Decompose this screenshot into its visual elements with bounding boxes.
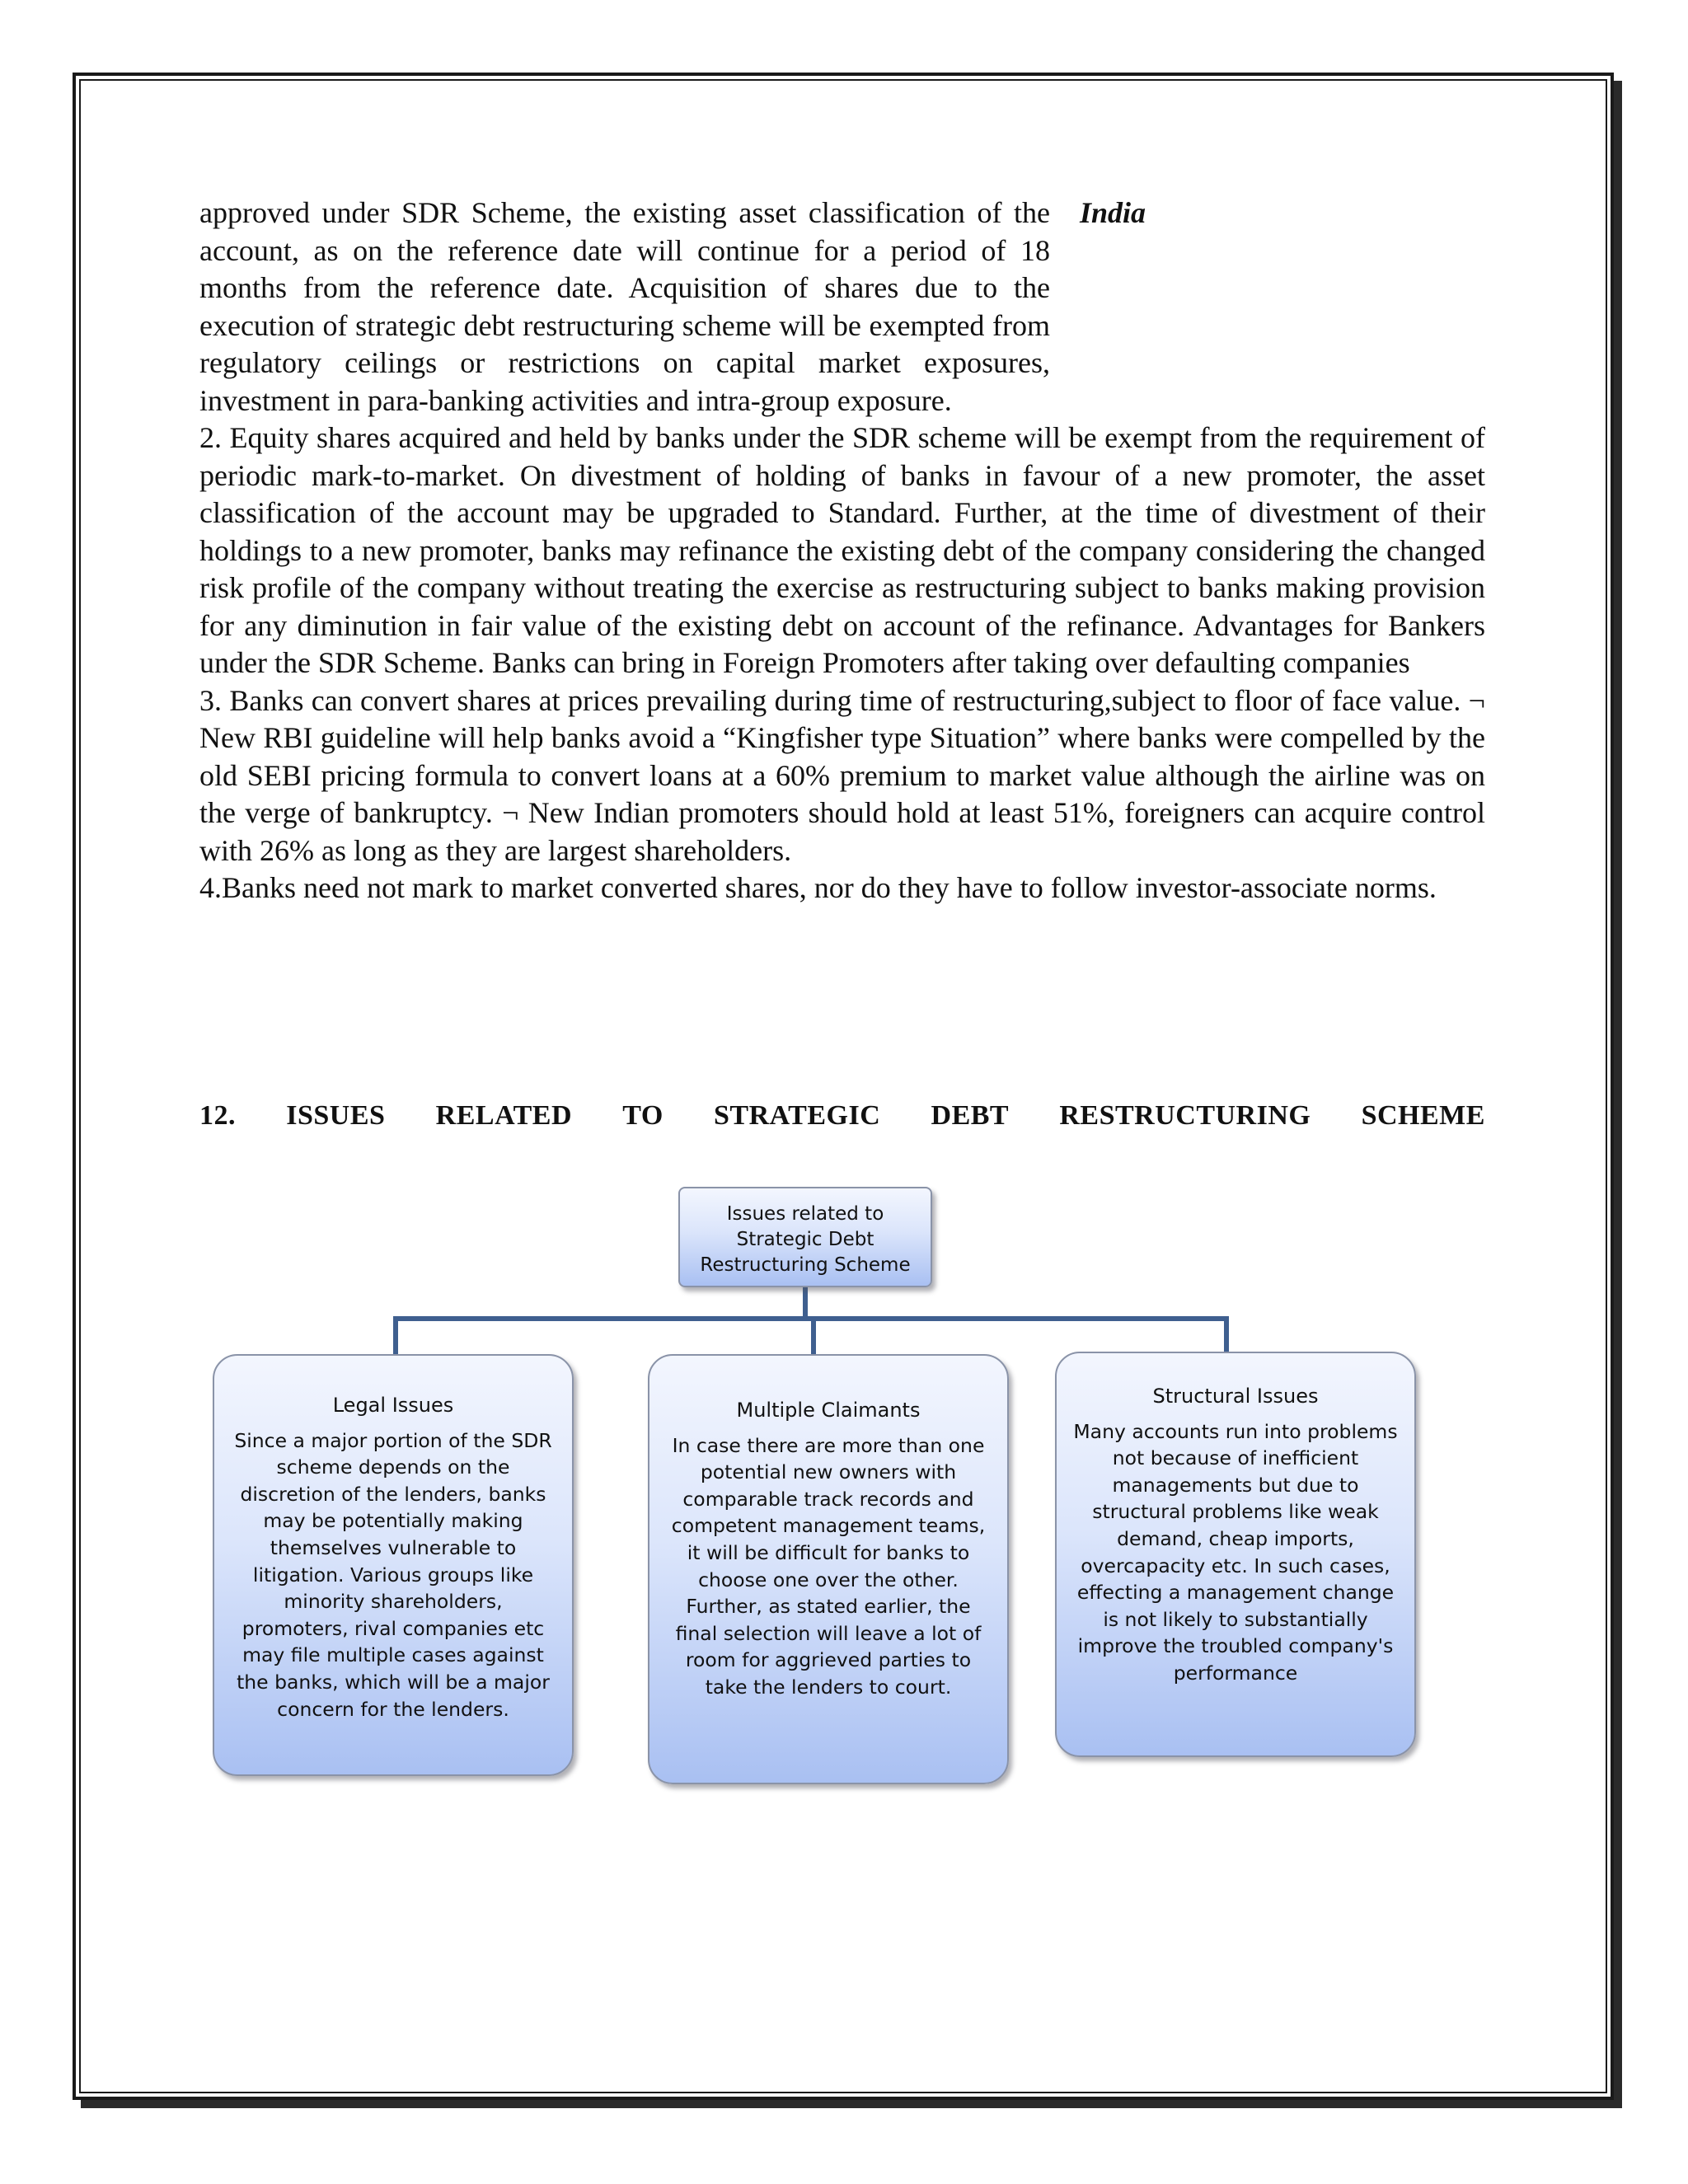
root-node-line: Issues related to bbox=[726, 1203, 884, 1225]
heading-word: TO bbox=[622, 1100, 663, 1131]
document-body bbox=[199, 194, 1485, 907]
paragraph-1: approved under SDR Scheme, the existing asset classification of the account, as on the reference date will continue for a period of 18 months from the reference date. Acquisition of shares due to the execution of strategic debt restructuring scheme will be exempted from regulatory ceilings or restrictions on capital market exposures, investment in para-banking activities and intra-group exposure. bbox=[199, 196, 1050, 417]
structural-issues-title: Structural Issues bbox=[1152, 1385, 1319, 1408]
paragraph-4: 4.Banks need not mark to market converted shares, nor do they have to follow investor-associate norms. bbox=[199, 871, 1437, 904]
multiple-claimants-text: In case there are more than one potential new owners with comparable track records and competent management teams, it will be difficult for banks to choose one over the other. Further, as stated earlier, the final selection will leave a lot of room for aggrieved parties to take the lenders to court. bbox=[671, 1433, 986, 1699]
heading-word: 12. bbox=[199, 1100, 236, 1131]
multiple-claimants-box bbox=[648, 1354, 1009, 1784]
side-label: India bbox=[1080, 196, 1146, 229]
multiple-claimants-title: Multiple Claimants bbox=[736, 1399, 921, 1422]
heading-word: RESTRUCTURING bbox=[1059, 1100, 1311, 1131]
legal-issues-text: Since a major portion of the SDR scheme depends on the discretion of the lenders, banks may be potentially making themselves vulnerable to litigation. Various groups like minority shareholders, promoters, rival companies etc may file multiple cases against the banks, which will be a major concern for the lenders. bbox=[234, 1428, 552, 1721]
root-node-box bbox=[678, 1187, 932, 1287]
heading-word: STRATEGIC bbox=[714, 1100, 881, 1131]
structural-issues-box bbox=[1055, 1352, 1416, 1757]
legal-issues-box bbox=[213, 1354, 574, 1776]
root-node-line: Restructuring Scheme bbox=[700, 1254, 911, 1276]
paragraph-2: 2. Equity shares acquired and held by banks under the SDR scheme will be exempt from the requirement of periodic mark-to-market. On divestment of holding of banks in favour of a new promoter, the asset classification of the account may be upgraded to Standard. Further, at the time of divestment of their holdings to a new promoter, banks may refinance the existing debt of the company considering the changed risk profile of the company without treating the exercise as restructuring subject to banks making provision for any diminution in fair value of the existing debt on account of the refinance. Advantages for Bankers under the SDR Scheme. Banks can bring in Foreign Promoters after taking over defaulting companies bbox=[199, 421, 1485, 679]
section-heading bbox=[199, 1100, 1485, 1132]
root-node-line: Strategic Debt bbox=[736, 1229, 874, 1250]
legal-issues-title: Legal Issues bbox=[332, 1394, 454, 1417]
heading-word: ISSUES bbox=[286, 1100, 386, 1131]
heading-word: SCHEME bbox=[1361, 1100, 1485, 1131]
paragraph-3: 3. Banks can convert shares at prices prevailing during time of restructuring,subject to floor of face value. ¬ New RBI guideline will help banks avoid a “Kingfisher type Situation” where banks were compelled by the old SEBI pricing formula to convert loans at a 60% premium to market value although the airline was on the verge of bankruptcy. ¬ New Indian promoters should hold at least 51%, foreigners can acquire control with 26% as long as they are largest shareholders. bbox=[199, 683, 1485, 867]
heading-word: RELATED bbox=[435, 1100, 573, 1131]
heading-word: DEBT bbox=[931, 1100, 1010, 1131]
structural-issues-text: Many accounts run into problems not because of inefficient managements but due to structural problems like weak demand, cheap imports, overcapacity etc. In such cases, effecting a management change is not likely to substantially improve the troubled company's performance bbox=[1073, 1419, 1398, 1685]
